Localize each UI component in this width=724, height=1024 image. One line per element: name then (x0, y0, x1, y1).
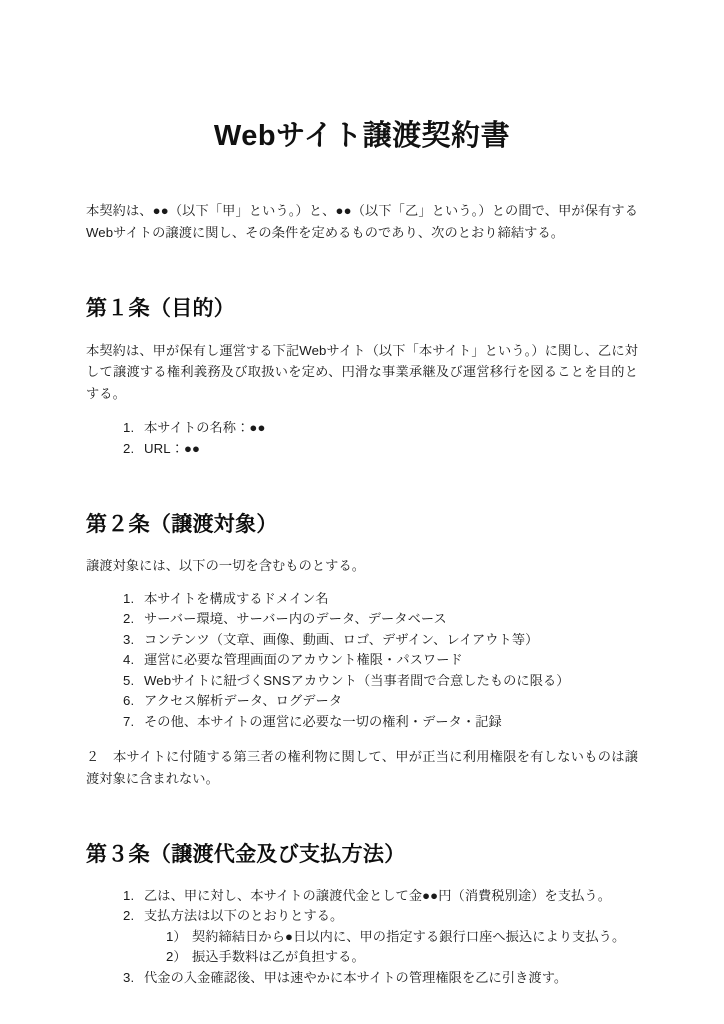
list-item: 2. URL：●● (138, 439, 638, 460)
sub-list-item (166, 947, 638, 968)
sub-list-text: 契約締結日から●日以内に、甲の指定する銀行口座へ振込により支払う。 (192, 928, 626, 944)
list-item-label: 支払方法は以下のとおりとする。 (144, 908, 344, 924)
article-1-list (86, 418, 638, 459)
page-title: Webサイト譲渡契約書 (213, 120, 511, 152)
article-2-closing-paragraph: ２ 本サイトに付随する第三者の権利物に関して、甲が正当に利用権限を有しないものは譲渡対象に含まれない。 (86, 749, 638, 786)
article-section-3 (86, 789, 638, 988)
article-3-list (86, 886, 638, 989)
article-heading-1: 第１条（目的） (86, 297, 236, 321)
list-item: 2. サーバー環境、サーバー内のデータ、データベース (138, 609, 638, 630)
sub-list-text: 振込手数料は乙が負担する。 (192, 949, 365, 965)
sub-list-marker: 1） (166, 928, 187, 944)
list-item: 5. Webサイトに紐づくSNSアカウント（当事者間で合意したものに限る） (138, 671, 638, 692)
list-item: 1. 本サイトの名称：●● (138, 418, 638, 439)
list-item: 1. 本サイトを構成するドメイン名 (138, 589, 638, 610)
list-item: 4. 運営に必要な管理画面のアカウント権限・パスワード (138, 650, 638, 671)
article-section-1 (86, 243, 638, 459)
sub-list-marker: 2） (166, 949, 187, 965)
list-item: 3. コンテンツ（文章、画像、動画、ロゴ、デザイン、レイアウト等） (138, 630, 638, 651)
article-body-1: 本契約は、甲が保有し運営する下記Webサイト（以下「本サイト」という。）に関し、乙に対して譲渡する権利義務及び取扱いを定め、円滑な事業承継及び運営移行を図ることを目的とする。 (86, 342, 638, 401)
article-heading-3: 第３条（譲渡代金及び支払方法） (86, 843, 406, 867)
article-heading-2: 第２条（譲渡対象） (86, 513, 278, 537)
article-section-2 (86, 459, 638, 789)
article-3-sub-list (144, 927, 638, 968)
list-item: 7. その他、本サイトの運営に必要な一切の権利・データ・記録 (138, 712, 638, 733)
article-2-list (86, 589, 638, 733)
list-item (138, 906, 638, 968)
preamble-paragraph: 本契約は、●●（以下「甲」という。）と、●●（以下「乙」という。）との間で、甲が保有するWebサイトの譲渡に関し、その条件を定めるものであり、次のとおり締結する。 (86, 203, 638, 240)
list-item: 6. アクセス解析データ、ログデータ (138, 691, 638, 712)
article-body-2: 譲渡対象には、以下の一切を含むものとする。 (86, 558, 366, 574)
sub-list-item (166, 927, 638, 948)
list-item: 1. 乙は、甲に対し、本サイトの譲渡代金として金●●円（消費税別途）を支払う。 (138, 886, 638, 907)
list-item: 3. 代金の入金確認後、甲は速やかに本サイトの管理権限を乙に引き渡す。 (138, 968, 638, 989)
